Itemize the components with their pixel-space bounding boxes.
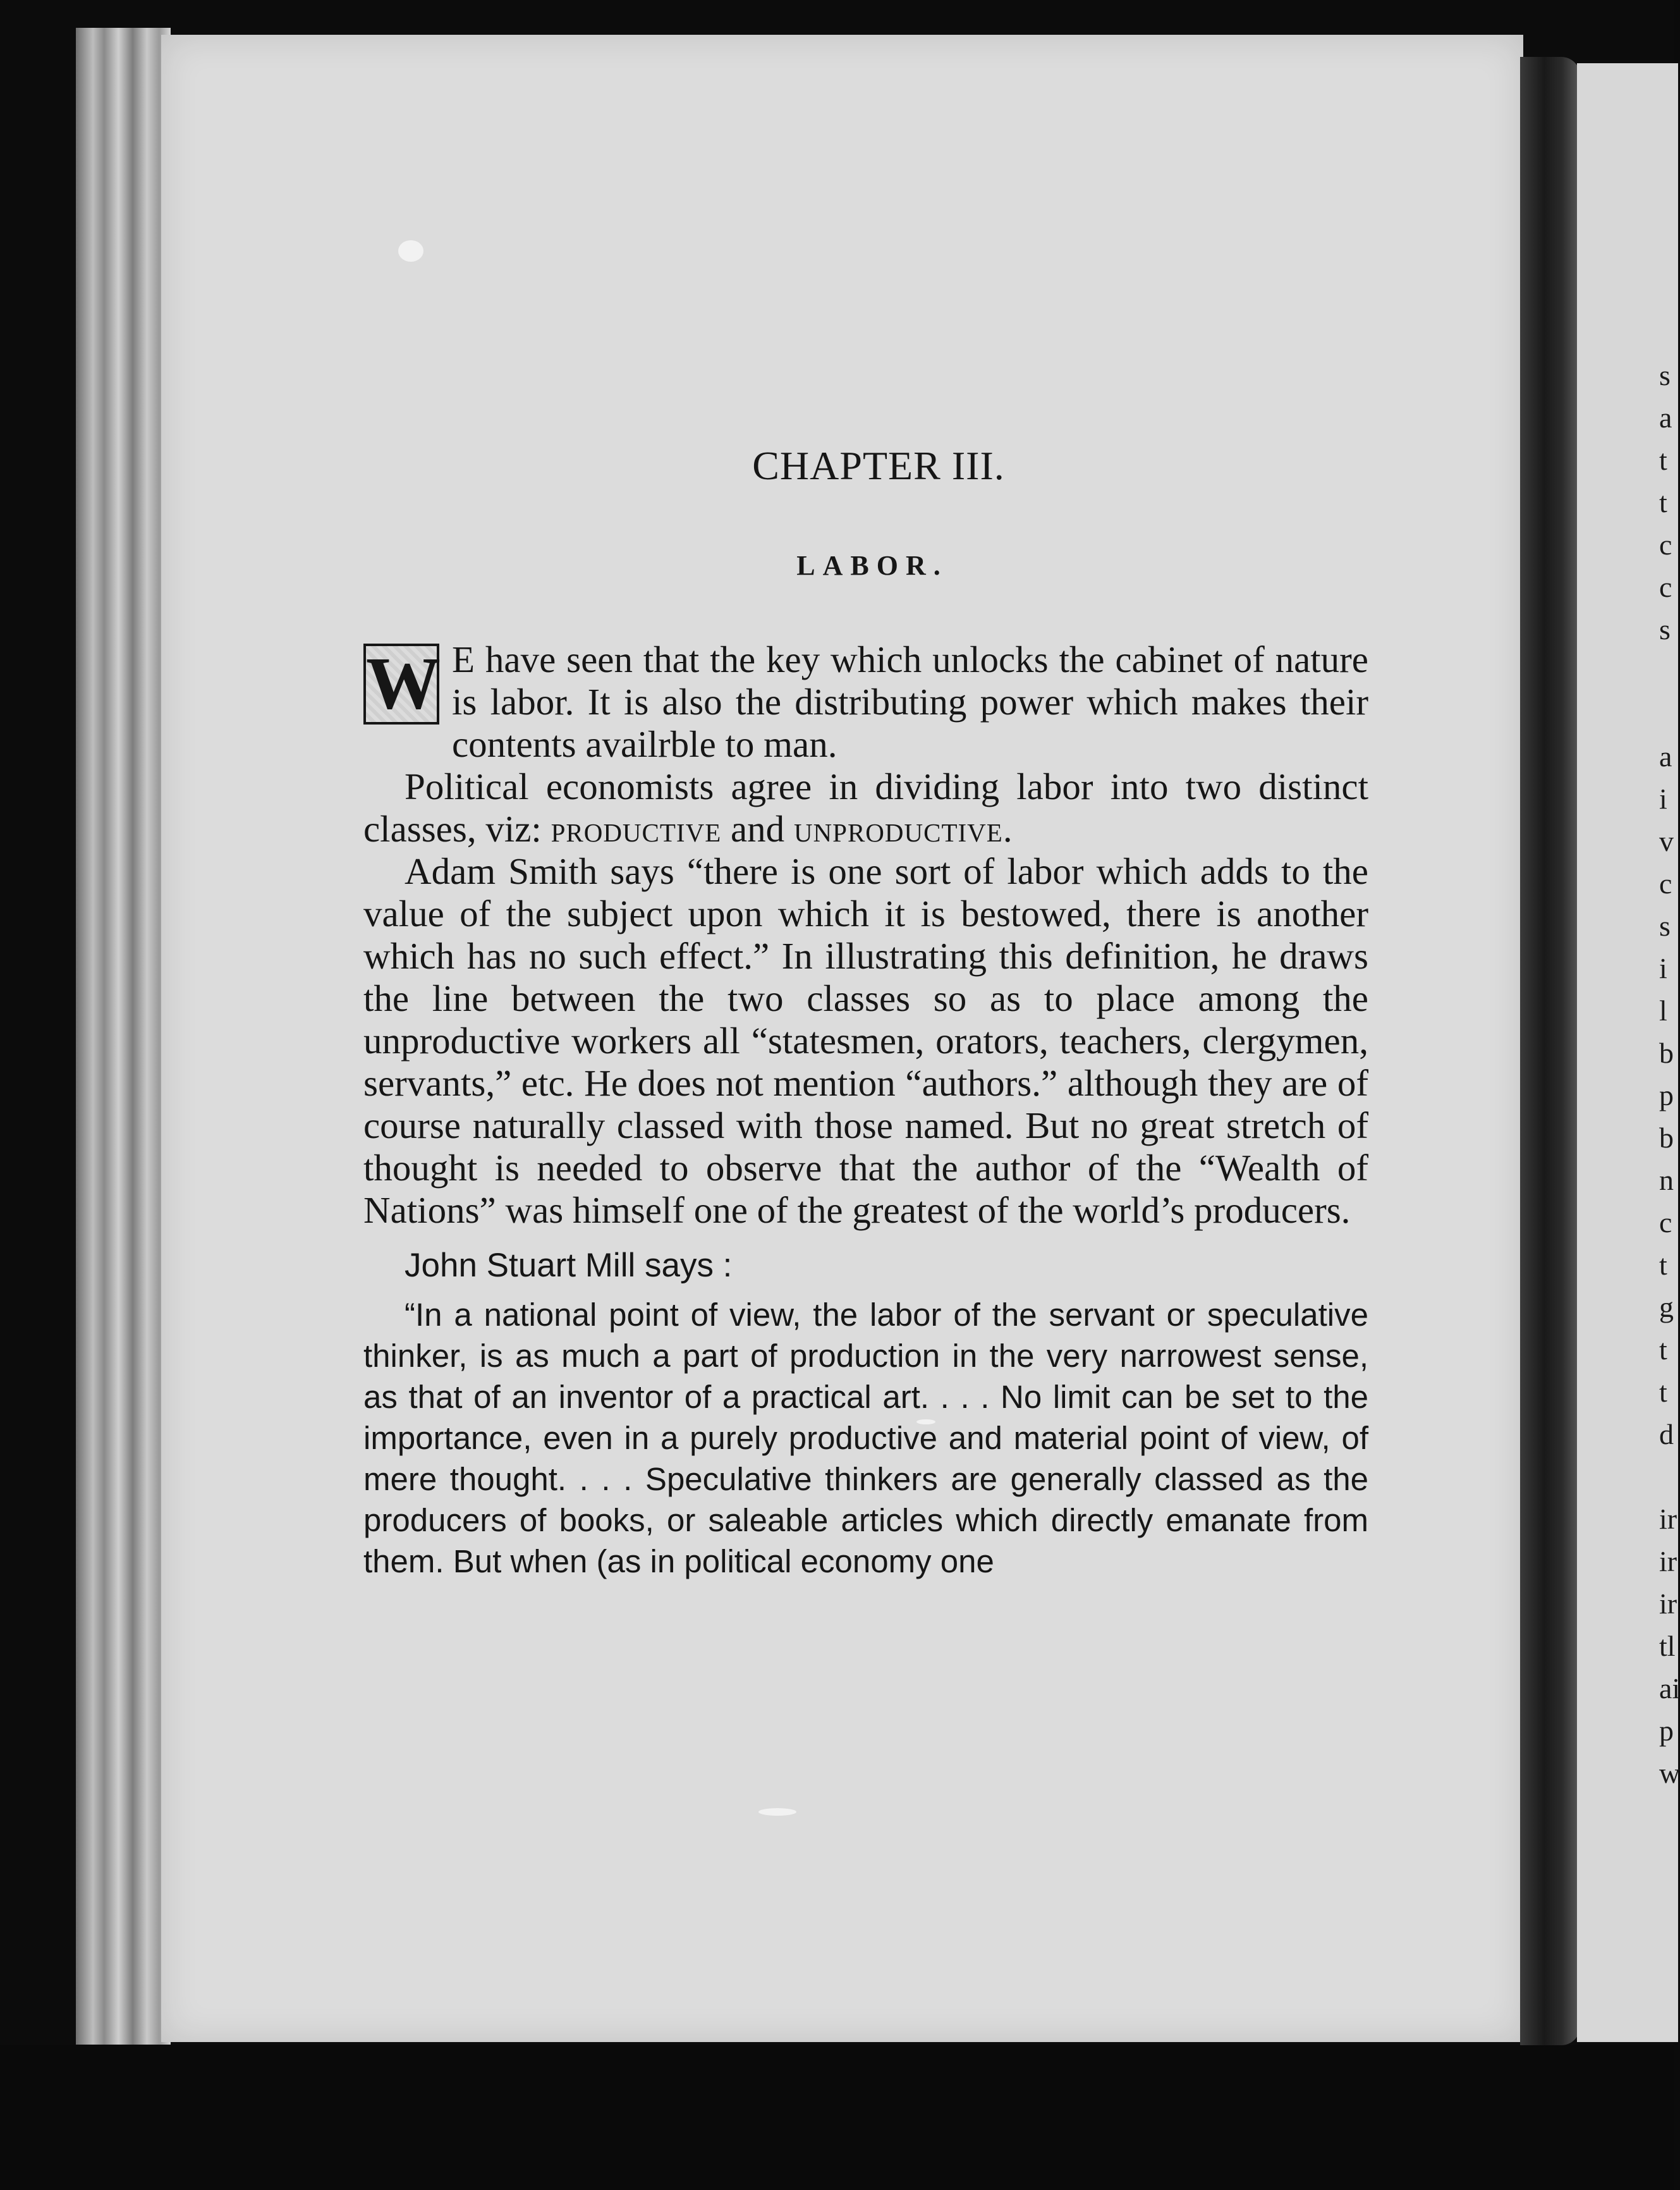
paragraph-2-text: Political economists agree in dividing labor into two distinct classes, viz: — [363, 766, 1368, 850]
quote-intro: John Stuart Mill says : — [405, 1247, 733, 1284]
paragraph-2-end: . — [1002, 808, 1013, 850]
block-quote — [363, 1294, 1368, 1582]
paragraph-2-and: and — [721, 808, 794, 850]
paragraph-2 — [363, 766, 1368, 850]
paragraph-1 — [363, 639, 1368, 766]
drop-cap: W — [363, 644, 439, 725]
chapter-title: CHAPTER III. — [752, 443, 1005, 488]
scan-bottom-edge — [0, 2045, 1674, 2190]
scan-speck — [398, 240, 423, 262]
paragraph-1-text: E have seen that the key which unlocks the cabinet of nature is labor. It is also the distributing power which makes their contents availrble to man. — [452, 639, 1368, 765]
term-unproductive: unproductive — [793, 808, 1003, 850]
section-title: LABOR. — [796, 550, 948, 581]
facing-page-text: s a t t c c s a i v c s i l b p b n c t g t t d ir ir ir tl ai p w — [1659, 359, 1680, 1789]
term-productive: productive — [551, 808, 722, 850]
page-edges — [76, 28, 171, 2045]
scan-speck — [758, 1808, 796, 1816]
body-text — [363, 639, 1368, 1232]
page-content — [363, 443, 1368, 1582]
book-gutter — [1520, 57, 1580, 2045]
quote-paragraph: “In a national point of view, the labor of the servant or speculative thinker, is as much a part of production in the very narrowest sense, as that of an inventor of a practical art. . . . No limit can be set to the importance, even in a purely productive and material point of view, of mere thought. . . . Speculative thinkers are generally classed as the producers of books, or saleable articles which directly emanate from them. But when (as in political economy one — [363, 1297, 1368, 1579]
paragraph-3: Adam Smith says “there is one sort of labor which adds to the value of the subject upon which it is bestowed, there is another which has no such effect.” In illustrating this definition, he draws the line between the two classes so as to place among the unproductive workers all “statesmen, orators, teachers, clergymen, servants,” etc. He does not mention “authors.” although they are of course naturally classed with those named. But no great stretch of thought is needed to observe that the author of the “Wealth of Nations” was himself one of the greatest of the world’s producers. — [363, 850, 1368, 1231]
